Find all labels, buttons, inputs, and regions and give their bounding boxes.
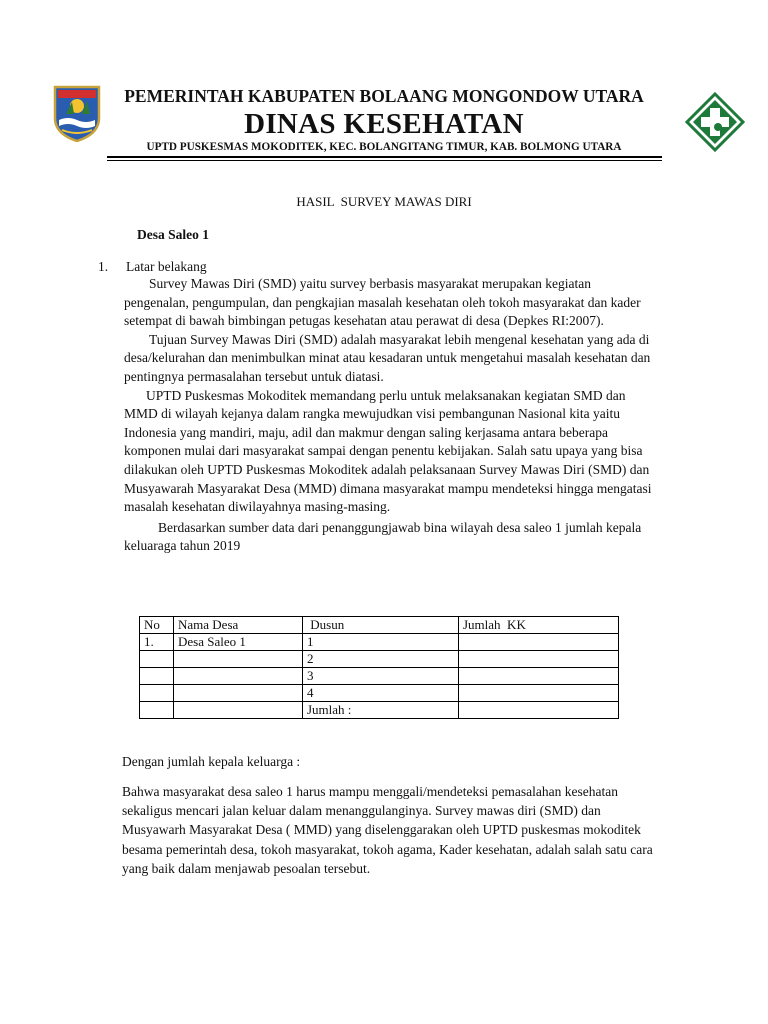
table-header: Dusun [303,617,459,634]
table-row [140,634,619,651]
table-row [140,651,619,668]
document-title: HASIL SURVEY MAWAS DIRI [296,194,472,209]
table-cell [459,685,619,702]
section-number: 1. [98,259,109,274]
table-cell [174,685,303,702]
paragraph: Survey Mawas Diri (SMD) yaitu survey berbasis masyarakat merupakan kegiatan pengenalan, pengumpulan, dan pengkajian masalah kesehatan oleh tokoh masyarakat dan kader setempat di bawah bimbingan petugas kesehatan atau perawat di desa (Depkes RI:2007). [124,276,641,329]
table-cell: Jumlah : [303,702,459,719]
table-cell: 2 [303,651,459,668]
table-cell: Desa Saleo 1 [174,634,303,651]
header-divider-thick [107,156,662,158]
table-row [140,685,619,702]
header-government: PEMERINTAH KABUPATEN BOLAANG MONGONDOW UTARA [124,86,644,106]
header-department: DINAS KESEHATAN [244,108,524,140]
table-cell [140,685,174,702]
table-cell [459,702,619,719]
paragraph-block [124,275,654,556]
table-cell: 3 [303,668,459,685]
table-cell [459,668,619,685]
table-cell [174,668,303,685]
table-header: Nama Desa [174,617,303,634]
table-cell: 1. [140,634,174,651]
village-table [139,616,619,719]
table-cell [140,702,174,719]
table-cell [140,668,174,685]
table-cell [174,702,303,719]
table-header: Jumlah KK [459,617,619,634]
table-cell: 4 [303,685,459,702]
section-title: Latar belakang [126,259,207,274]
header-divider-thin [107,160,662,161]
paragraph: UPTD Puskesmas Mokoditek memandang perlu untuk melaksanakan kegiatan SMD dan MMD di wilayah kejanya dalam rangka mewujudkan visi pembangunan Nasional kita yaitu Indonesia yang mandiri, maju, adil dan makmur dengan saling kerjasama antara beberapa komponen mulai dari masyarakat sampai dengan penentu kebijakan. Salah satu upaya yang bisa dilakukan oleh UPTD Puskesmas Mokoditek adalah pelaksanaan Survey Mawas Diri (SMD) dan Musyawarah Masyarakat Desa (MMD) dimana masyarakat mampu mendeteksi hingga mengatasi masalah kesehatan diwilayahnya masing-masing. [124,387,652,515]
table-cell: 1 [303,634,459,651]
table-row [140,668,619,685]
paragraph: Tujuan Survey Mawas Diri (SMD) adalah masyarakat lebih mengenal kesehatan yang ada di desa/kelurahan dan menimbulkan minat atau kesadaran untuk mengetahui masalah kesehatan dan pentingnya permasalahan tersebut untuk diatasi. [124,331,651,384]
header-unit: UPTD PUSKESMAS MOKODITEK, KEC. BOLANGITANG TIMUR, KAB. BOLMONG UTARA [146,141,622,153]
closing-paragraph: Bahwa masyarakat desa saleo 1 harus mampu menggali/mendeteksi pemasalahan kesehatan sekaligus mencari jalan keluar dalam menanggulanginya. Survey mawas diri (SMD) dan Musyawarh Masyarakat Desa ( MMD) yang diselenggarakan oleh UPTD puskesmas mokoditek besama pemerintah desa, tokoh masyarakat, tokoh agama, Kader kesehatan, adalah salah satu cara yang baik dalam menjawab pesoalan tersebut. [122,784,653,876]
table-cell [459,651,619,668]
village-subtitle: Desa Saleo 1 [137,227,209,242]
table-cell [140,651,174,668]
family-count-line: Dengan jumlah kepala keluarga : [122,754,301,769]
table-row [140,702,619,719]
table-cell [174,651,303,668]
table-header: No [140,617,174,634]
table-header-row [140,617,619,634]
paragraph: Berdasarkan sumber data dari penanggungjawab bina wilayah desa saleo 1 jumlah kepala keluaraga tahun 2019 [124,519,642,554]
table-cell [459,634,619,651]
